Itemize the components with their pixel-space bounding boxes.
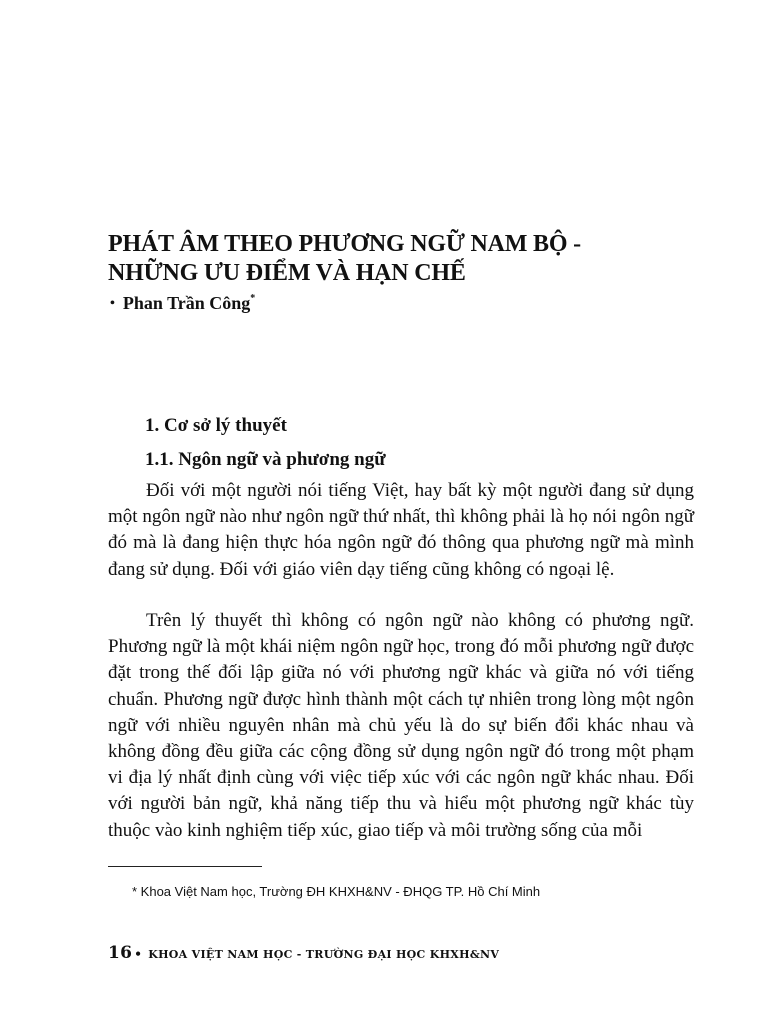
author-name: Phan Trần Công [122,293,251,313]
author-footnote-mark: * [250,293,256,304]
section-heading-1-1: 1.1. Ngôn ngữ và phương ngữ [145,449,386,470]
title-line-1: PHÁT ÂM THEO PHƯƠNG NGỮ NAM BỘ - [108,231,581,257]
page-number: 16 [108,943,133,963]
title-line-2: NHỮNG ƯU ĐIỂM VÀ HẠN CHẾ [108,260,466,286]
author-line [110,292,255,315]
article-title [108,230,668,288]
footnote: * Khoa Việt Nam học, Trường ĐH KHXH&NV - ĐHQG TP. Hồ Chí Minh [132,884,541,899]
running-head: KHOA VIỆT NAM HỌC - TRƯỜNG ĐẠI HỌC KHXH&NV [148,948,500,961]
body-paragraph-1: Đối với một người nói tiếng Việt, hay bất kỳ một người đang sử dụng một ngôn ngữ nào như ngôn ngữ thứ nhất, thì không phải là họ nói ngôn ngữ đó mà là đang hiện thực hóa ngôn ngữ đó thông qua phương ngữ mà mình đang sử dụng. Đối với giáo viên dạy tiếng cũng không có ngoại lệ. [108,480,694,580]
footer-bullet-icon: • [134,947,143,961]
section-heading-1: 1. Cơ sở lý thuyết [145,415,287,436]
footnote-divider [108,866,262,867]
bullet-icon: • [110,296,115,311]
page-footer [108,944,499,964]
body-paragraph-2: Trên lý thuyết thì không có ngôn ngữ nào không có phương ngữ. Phương ngữ là một khái niệm ngôn ngữ học, trong đó mỗi phương ngữ được đặt trong thế đối lập giữa nó với phương ngữ khác và giữa nó với tiếng chuẩn. Phương ngữ được hình thành một cách tự nhiên trong lòng một ngôn ngữ với nhiều nguyên nhân mà chủ yếu là do sự biến đổi khác nhau và không đồng đều giữa các cộng đồng sử dụng ngôn ngữ đó trong một phạm vi địa lý nhất định cùng với việc tiếp xúc với các ngôn ngữ khác nhau. Đối với người bản ngữ, khả năng tiếp thu và hiểu một phương ngữ khác tùy thuộc vào kinh nghiệm tiếp xúc, giao tiếp và môi trường sống của mỗi [108,610,694,841]
